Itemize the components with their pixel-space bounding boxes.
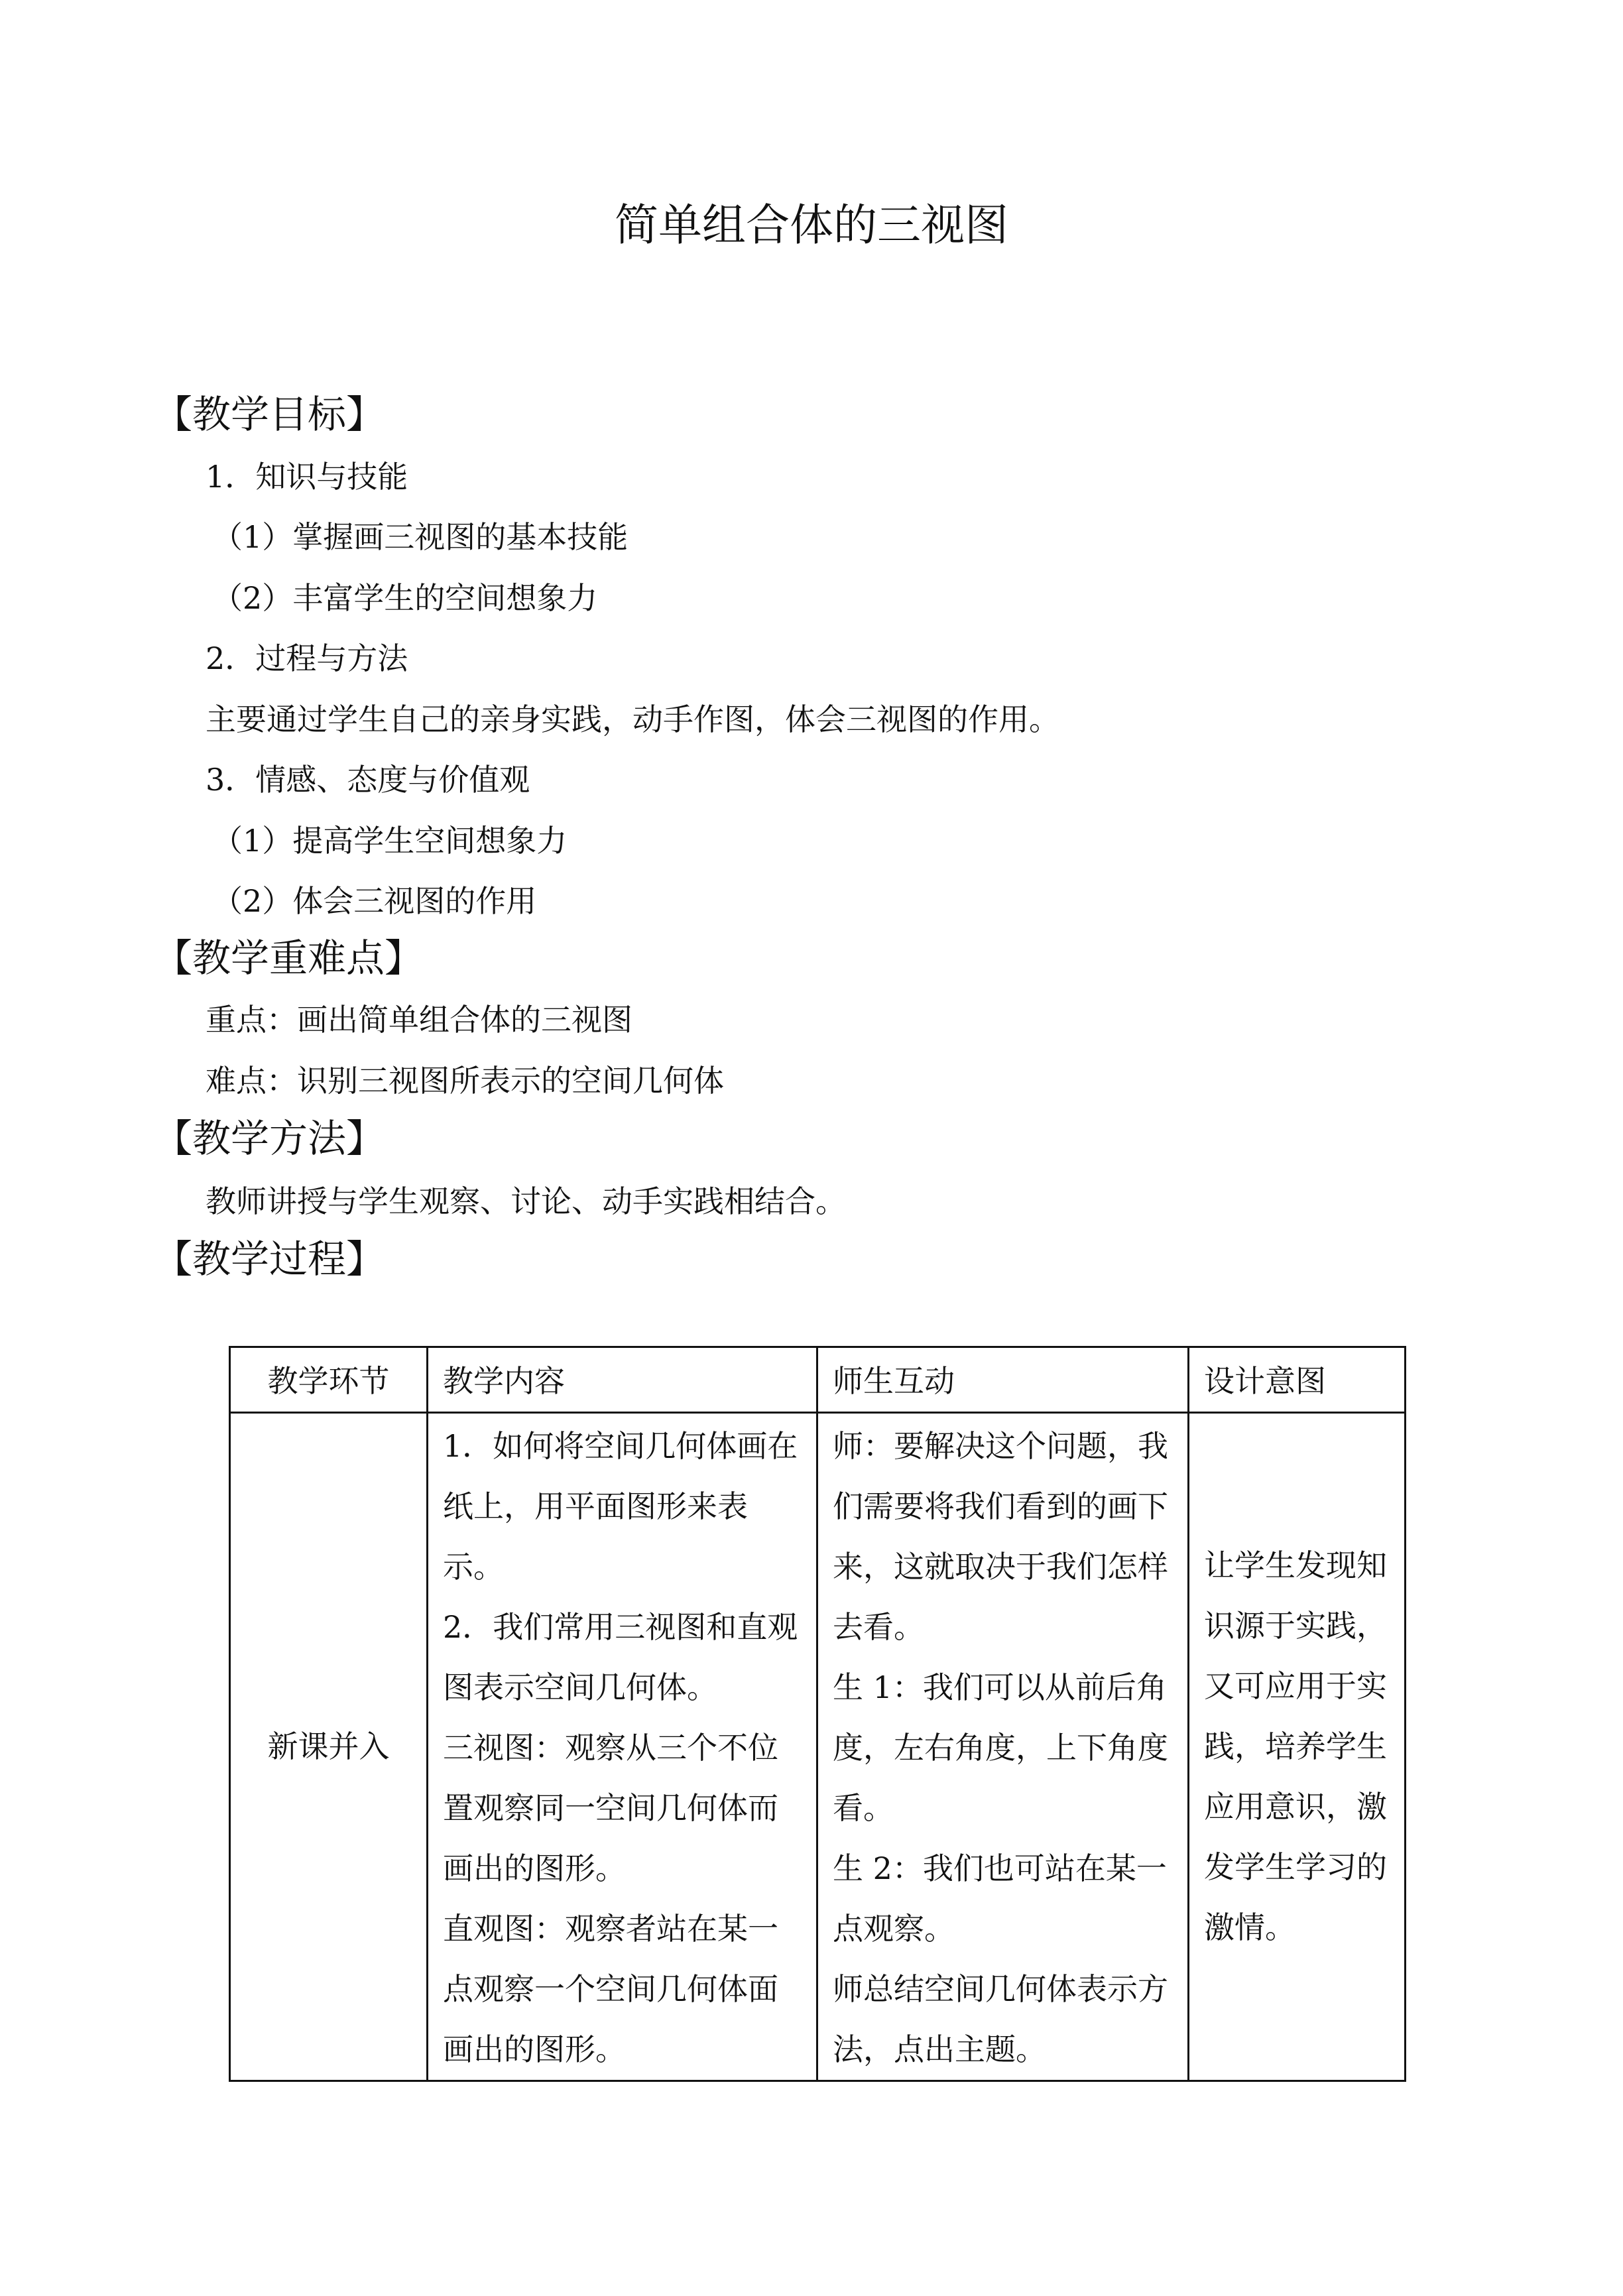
- cell-content: [428, 1413, 817, 2081]
- objectives-line: （2）体会三视图的作用: [212, 883, 537, 919]
- content-paragraph: 2．我们常用三视图和直观图表示空间几何体。: [443, 1609, 798, 1705]
- cell-intent: 让学生发现知识源于实践，又可应用于实践，培养学生应用意识，激发学生学习的激情。: [1189, 1413, 1406, 2081]
- objectives-line: （1）提高学生空间想象力: [212, 823, 568, 859]
- objectives-line: 主要通过学生自己的亲身实践，动手作图，体会三视图的作用。: [206, 701, 1059, 737]
- objectives-line: （1）掌握画三视图的基本技能: [212, 519, 629, 555]
- header-stage: 教学环节: [230, 1347, 428, 1413]
- difficulty-line: 难点：识别三视图所表示的空间几何体: [206, 1063, 724, 1099]
- header-interaction: 师生互动: [817, 1347, 1189, 1413]
- interaction-paragraph: 师总结空间几何体表示方法，点出主题。: [833, 1971, 1168, 2067]
- objectives-line: 3．情感、态度与价值观: [206, 762, 530, 798]
- key-point-line: 重点：画出简单组合体的三视图: [206, 1002, 632, 1038]
- header-content: 教学内容: [428, 1347, 817, 1413]
- table-header-row: [230, 1347, 1406, 1413]
- interaction-paragraph: 生 1：我们可以从前后角度，左右角度，上下角度看。: [833, 1669, 1168, 1826]
- key-points-heading: 【教学重难点】: [154, 936, 424, 981]
- objectives-line: 1．知识与技能: [206, 459, 408, 495]
- document-title: 简单组合体的三视图: [615, 200, 1008, 251]
- cell-interaction: [817, 1413, 1189, 2081]
- cell-stage: 新课并入: [230, 1413, 428, 2081]
- process-heading: 【教学过程】: [154, 1237, 385, 1282]
- teaching-process-table: [229, 1346, 1406, 2082]
- interaction-paragraph: 生 2：我们也可站在某一点观察。: [833, 1850, 1167, 1947]
- content-paragraph: 直观图：观察者站在某一点观察一个空间几何体面画出的图形。: [443, 1911, 778, 2067]
- content-paragraph: 1．如何将空间几何体画在纸上，用平面图形来表示。: [443, 1428, 798, 1585]
- objectives-line: 2．过程与方法: [206, 640, 408, 676]
- objectives-line: （2）丰富学生的空间想象力: [212, 580, 598, 616]
- header-intent: 设计意图: [1189, 1347, 1406, 1413]
- interaction-paragraph: 师：要解决这个问题，我们需要将我们看到的画下来，这就取决于我们怎样去看。: [833, 1428, 1168, 1645]
- methods-heading: 【教学方法】: [154, 1116, 385, 1161]
- objectives-heading: 【教学目标】: [154, 392, 385, 437]
- table-row: [230, 1413, 1406, 2081]
- methods-line: 教师讲授与学生观察、讨论、动手实践相结合。: [206, 1183, 846, 1219]
- content-paragraph: 三视图：观察从三个不位置观察同一空间几何体而画出的图形。: [443, 1730, 778, 1886]
